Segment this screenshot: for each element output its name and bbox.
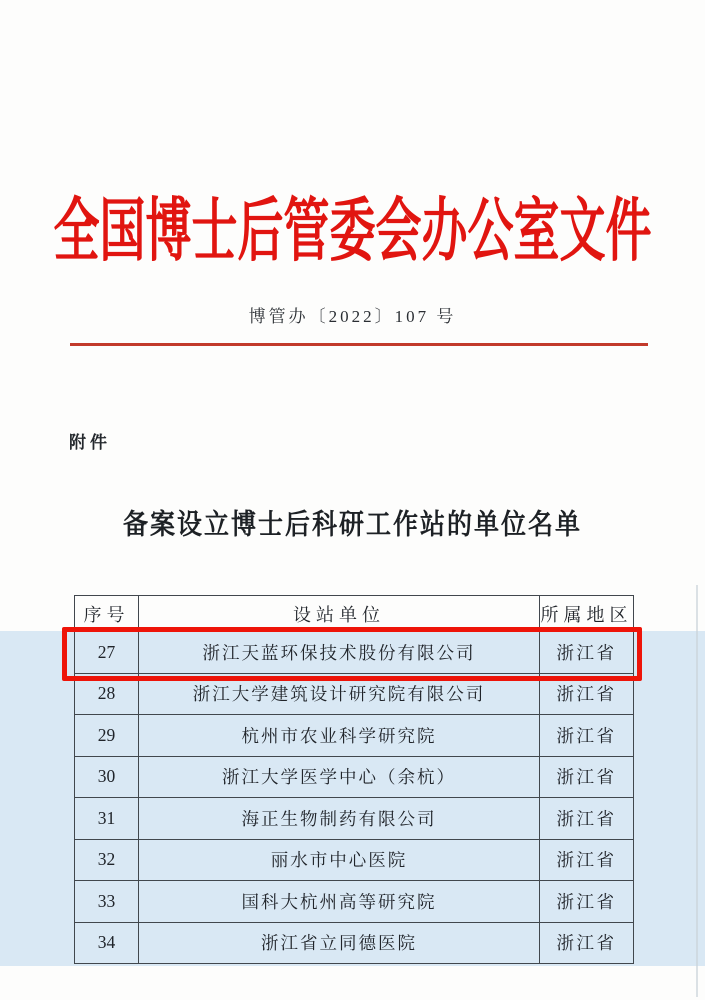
table-row [75,756,634,798]
row-number-cell: 27 [75,632,139,674]
table-row [75,673,634,715]
table-row [75,798,634,840]
letterhead-title: 全国博士后管委会办公室文件 [53,192,652,269]
unit-name-cell: 浙江大学建筑设计研究院有限公司 [139,673,540,715]
unit-name-cell: 杭州市农业科学研究院 [139,715,540,757]
units-table-body [75,632,634,964]
region-cell: 浙江省 [540,673,634,715]
units-table [74,595,634,964]
unit-name-cell: 浙江大学医学中心（余杭） [139,756,540,798]
region-cell: 浙江省 [540,756,634,798]
header-serial-number: 序号 [75,596,139,632]
table-title: 备案设立博士后科研工作站的单位名单 [122,509,582,541]
table-row [75,839,634,881]
table-header-row [75,596,634,632]
row-number-cell: 34 [75,922,139,964]
unit-name-cell: 浙江天蓝环保技术股份有限公司 [139,632,540,674]
region-cell: 浙江省 [540,632,634,674]
unit-name-cell: 海正生物制药有限公司 [139,798,540,840]
row-number-cell: 28 [75,673,139,715]
row-number-cell: 31 [75,798,139,840]
row-number-cell: 33 [75,881,139,923]
region-cell: 浙江省 [540,839,634,881]
table-row [75,715,634,757]
row-number-cell: 32 [75,839,139,881]
table-row-highlighted [75,632,634,674]
row-number-cell: 29 [75,715,139,757]
region-cell: 浙江省 [540,715,634,757]
header-unit-name: 设站单位 [139,596,540,632]
scan-artifact-line [696,585,698,997]
table-row [75,922,634,964]
letterhead-divider-rule [70,343,648,346]
table-row [75,881,634,923]
attachment-label: 附件 [69,433,111,452]
document-number: 博管办〔2022〕107 号 [248,307,457,326]
unit-name-cell: 国科大杭州高等研究院 [139,881,540,923]
header-region: 所属地区 [540,596,634,632]
region-cell: 浙江省 [540,881,634,923]
unit-name-cell: 丽水市中心医院 [139,839,540,881]
row-number-cell: 30 [75,756,139,798]
region-cell: 浙江省 [540,922,634,964]
unit-name-cell: 浙江省立同德医院 [139,922,540,964]
region-cell: 浙江省 [540,798,634,840]
